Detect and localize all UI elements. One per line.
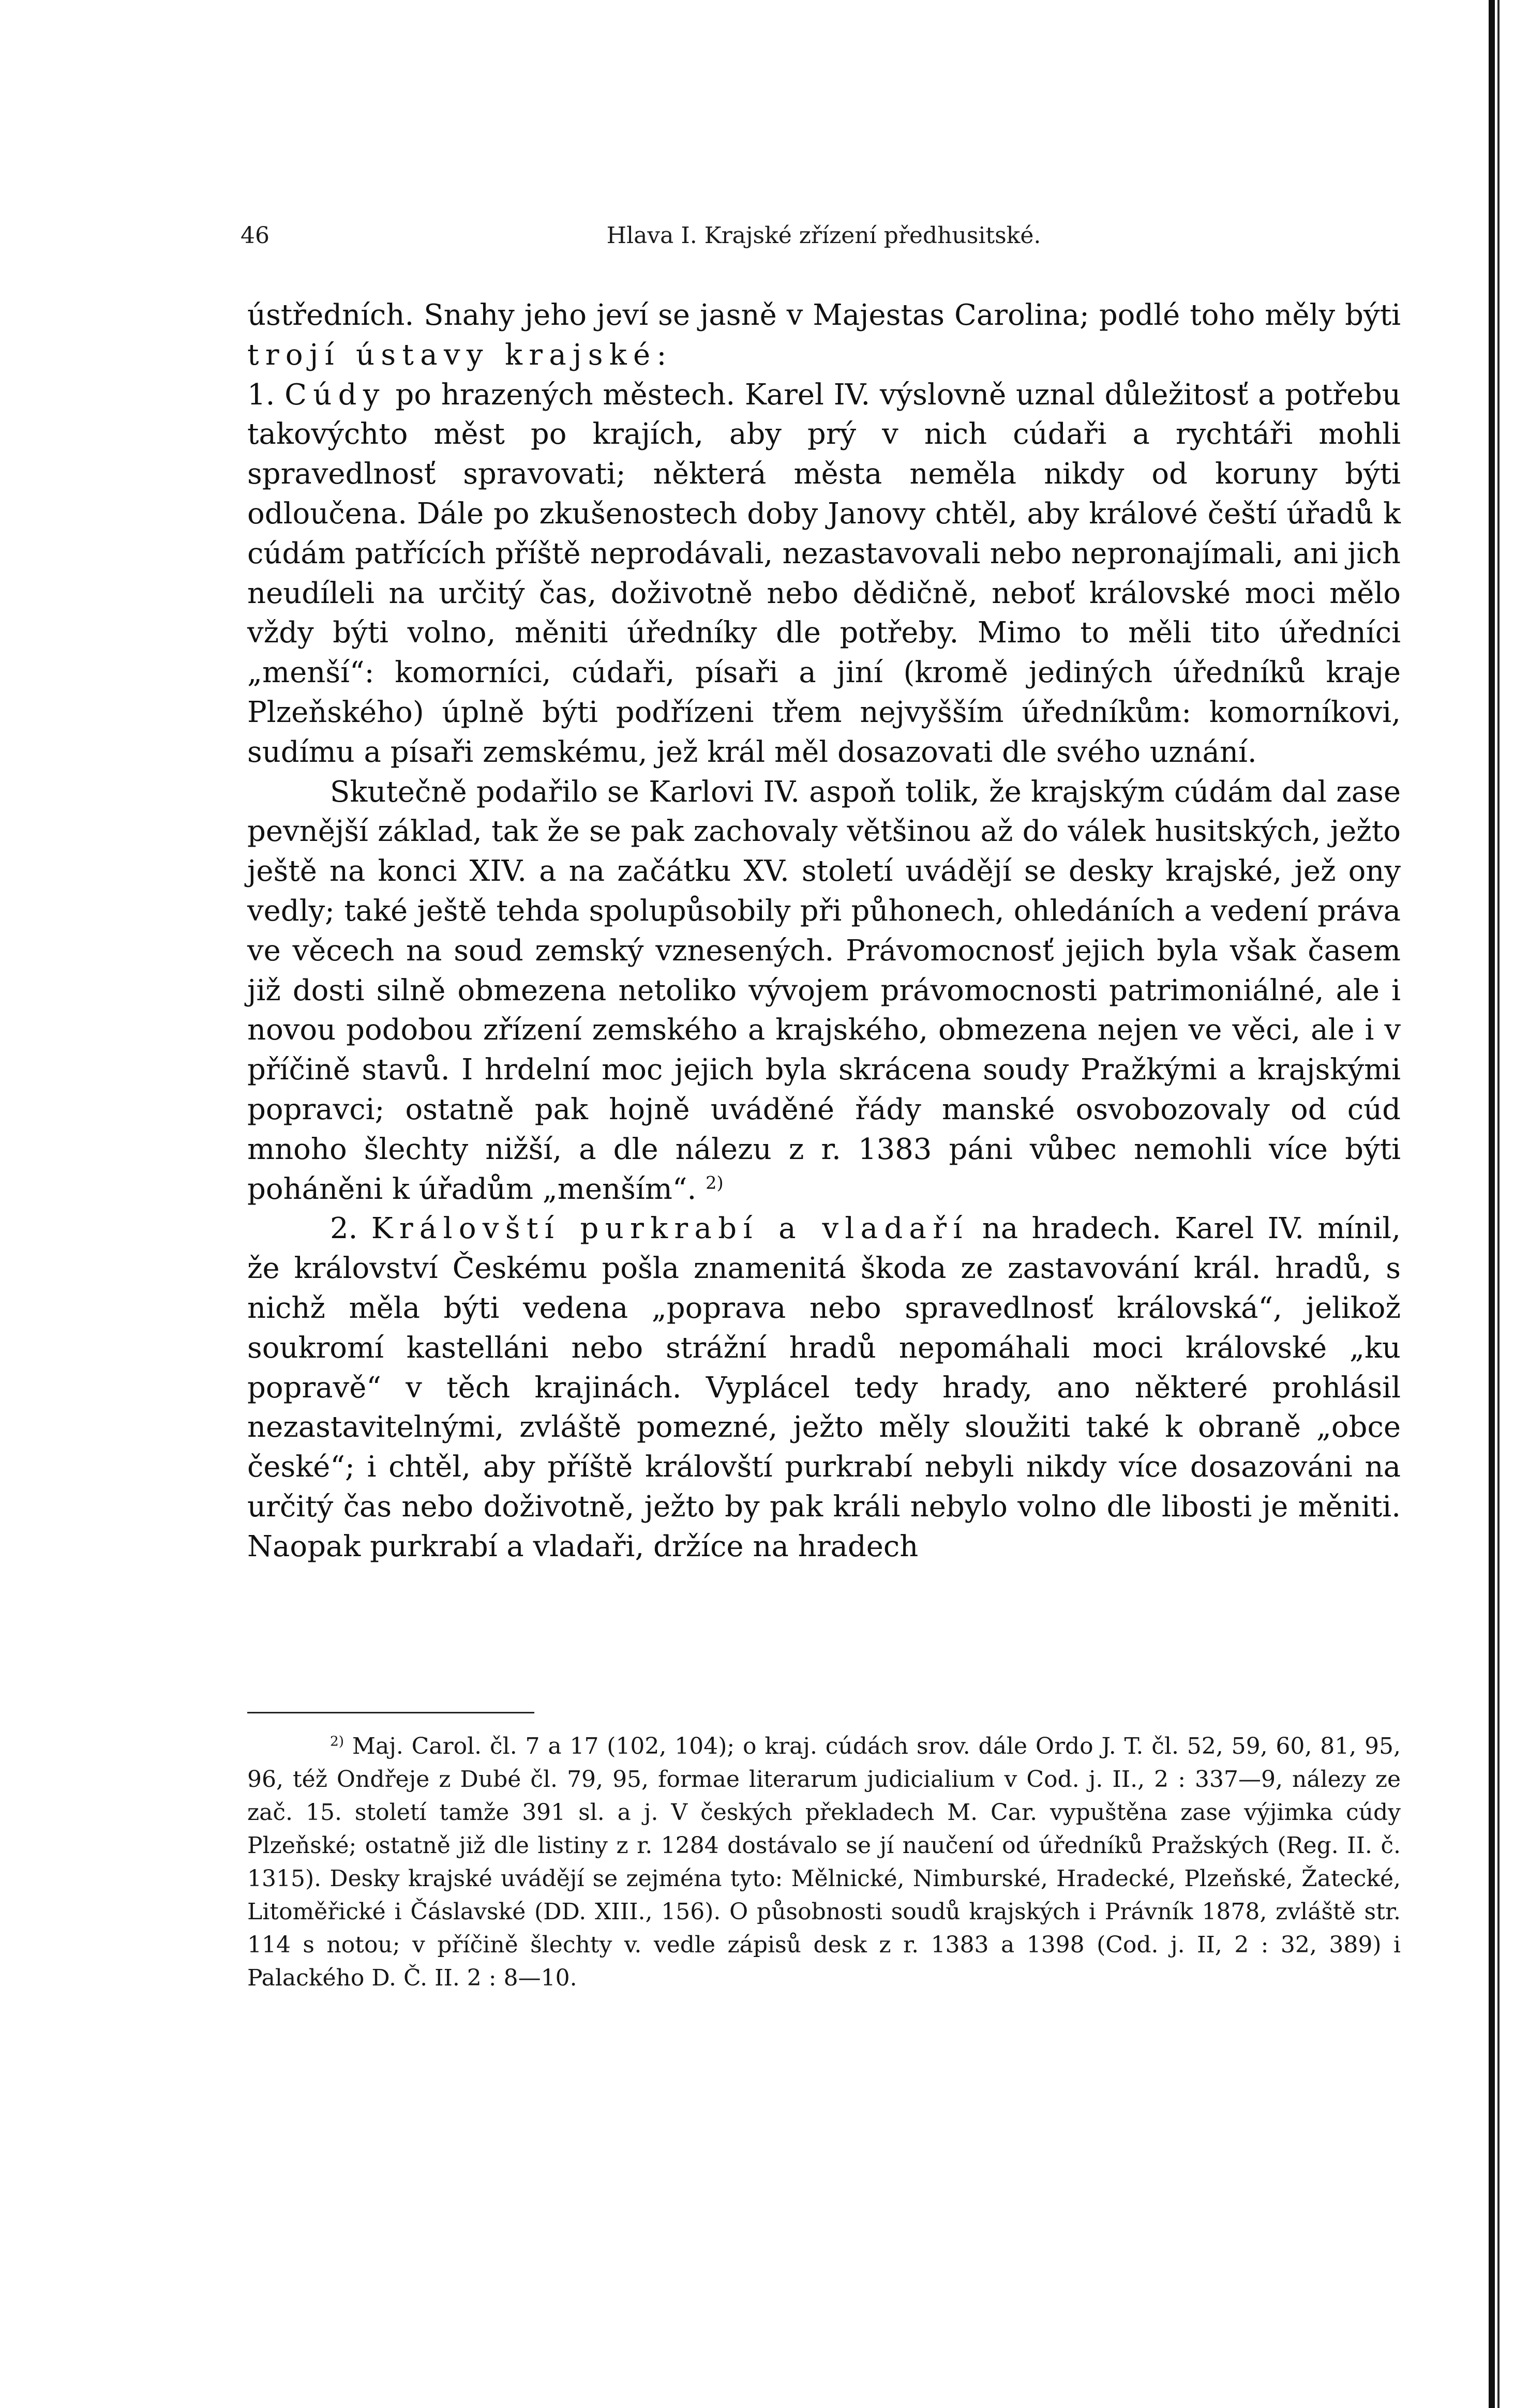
footnote-reference: 2) — [706, 1172, 724, 1193]
page-edge-shadow — [1489, 0, 1495, 2408]
footnote-marker: 2) — [330, 1733, 344, 1750]
footnote-text: Maj. Carol. čl. 7 a 17 (102, 104); o kraj. cúdách srov. dále Ordo J. T. čl. 52, 59, 60, 81, 95, 96, též Ondřeje z Dubé čl. 79, 95, formae literarum judicialium v Cod. j. II., 2 : 337—9, nálezy ze zač. 15. století tamže 391 sl. a j. V českých překladech M. Car. vypuštěna zase výjimka cúdy Plzeňské; ostatně již dle listiny z r. 1284 dostávalo se jí naučení od úředníků Pražských (Reg. II. č. 1315). Desky krajské uvádějí se zejména tyto: Mělnické, Nimburské, Hradecké, Plzeňské, Žatecké, Litoměřické i Čáslavské (DD. XIII., 156). O působnosti soudů krajských i Právník 1878, zvláště str. 114 s notou; v příčině šlechty v. vedle zápisů desk z r. 1383 a 1398 (Cod. j. II, 2 : 32, 389) i Palackého D. Č. II. 2 : 8—10. — [247, 1733, 1401, 1991]
running-head: Hlava I. Krajské zřízení předhusitské. — [606, 222, 1041, 249]
text-span: 2. — [330, 1212, 371, 1246]
footnote-divider — [247, 1712, 534, 1713]
text-span: ústředních. Snahy jeho jeví se jasně v Majestas Carolina; podlé toho měly býti — [247, 298, 1401, 332]
page-header — [241, 222, 1407, 259]
text-span: Skutečně podařilo se Karlovi IV. aspoň tolik, že krajským cúdám dal zase pevnější základ, tak že se pak zachovaly většinou až do válek husitských, ježto ještě na konci XIV. a na začátku XV. století uvádějí se desky krajské, jež ony vedly; také ještě tehda spolupůsobily při půhonech, ohledáních a vedení práva ve věcech na soud zemský vznesených. Právomocnosť jejich byla však časem již dosti silně obmezena netoliko vývojem právomocnosti patrimoniálné, ale i novou podobou zřízení zemského a krajského, obmezena nejen ve věci, ale i v příčině stavů. I hrdelní moc jejich byla skrácena soudy Pražkými a krajskými popravci; ostatně pak hojně uváděné řády manské osvobozovaly od cúd mnoho šlechty nižší, a dle nálezu z r. 1383 páni vůbec nemohli více býti poháněni k úřadům „menším“. — [247, 775, 1401, 1206]
spaced-emphasis: trojí ústavy krajské — [247, 338, 657, 372]
text-span: po hrazených městech. Karel IV. výslovně uznal důležitosť a potřebu takovýchto měst po krajích, aby prý v nich cúdaři a rychtáři mohli spravedlnosť spravovati; některá města neměla nikdy od koruny býti odloučena. Dále po zkušenostech doby Janovy chtěl, aby králové čeští úřadů k cúdám patřících příště neprodávali, nezastavovali nebo nepronajímali, ani jich neudíleli na určitý čas, doživotně nebo dědičně, neboť královské moci mělo vždy býti volno, měniti úředníky dle potřeby. Mimo to měli tito úředníci „menší“: komorníci, cúdaři, písaři a jiní (kromě jediných úředníků kraje Plzeňského) úplně býti podřízeni třem nejvyšším úředníkům: komorníkovi, sudímu a písaři zemskému, jež král měl dosazovati dle svého uznání. — [247, 378, 1401, 769]
paragraph-cudy — [247, 375, 1401, 773]
text-span: : — [656, 338, 667, 372]
paragraph-karel — [247, 773, 1401, 1210]
footnote-2 — [247, 1730, 1401, 1995]
paragraph-intro — [247, 296, 1401, 375]
page-edge-line — [1497, 0, 1500, 2408]
body-text — [247, 296, 1401, 1567]
footnotes — [247, 1730, 1401, 1995]
paragraph-purkrabi — [247, 1209, 1401, 1567]
spaced-emphasis: Cúdy — [284, 378, 386, 412]
page-number: 46 — [241, 222, 269, 249]
spaced-emphasis: Královští purkrabí a vladaří — [371, 1212, 969, 1246]
text-span: na hradech. Karel IV. mínil, že království Českému pošla znamenitá škoda ze zastavování král. hradů, s nichž měla býti vedena „poprava nebo spravedlnosť královská“, jelikož soukromí kastelláni nebo strážní hradů nepomáhali moci královské „ku popravě“ v těch krajinách. Vyplácel tedy hrady, ano některé prohlásil nezastavitelnými, zvláště pomezné, ježto měly sloužiti také k obraně „obce české“; i chtěl, aby příště královští purkrabí nebyli nikdy více dosazováni na určitý čas nebo doživotně, ježto by pak králi nebylo volno dle libosti je měniti. Naopak purkrabí a vladaři, držíce na hradech — [247, 1212, 1401, 1563]
text-span: 1. — [247, 378, 285, 412]
